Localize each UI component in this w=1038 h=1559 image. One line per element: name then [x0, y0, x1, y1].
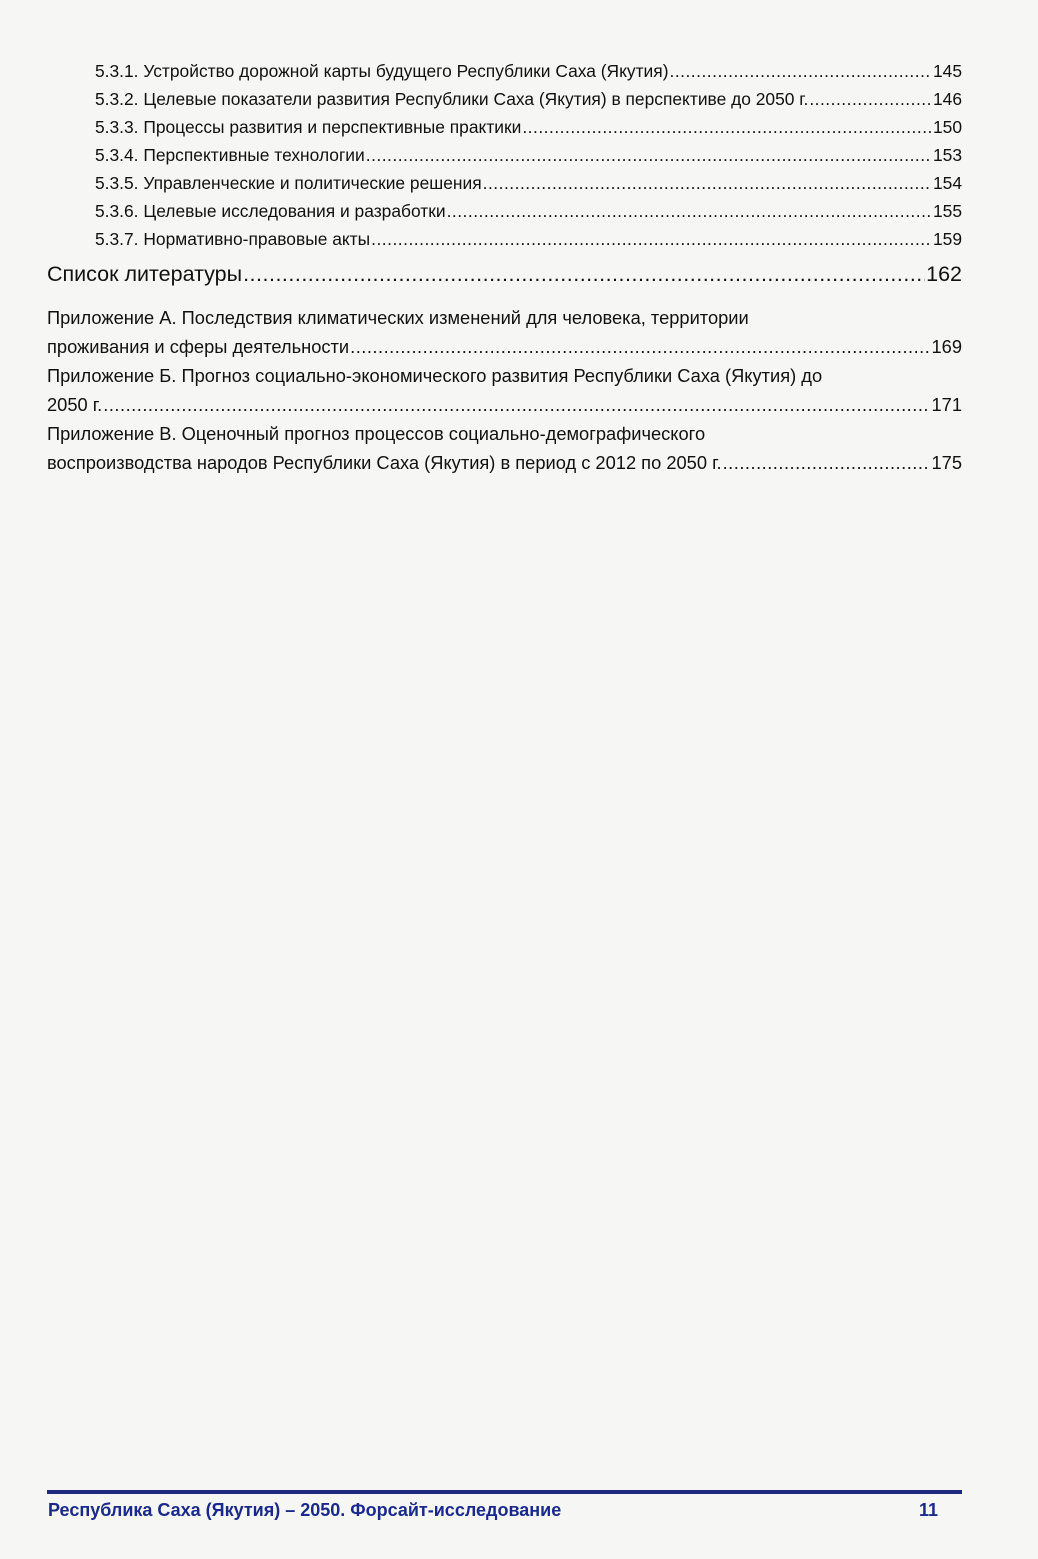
- dot-leader: [723, 448, 931, 477]
- toc-entry-page: 150: [932, 117, 962, 137]
- toc-entry-label: 5.3.2. Целевые показатели развития Республики Саха (Якутия) в перспективе до 2050 г.: [95, 89, 809, 109]
- toc-entry-label: 5.3.1. Устройство дорожной карты будущего Республики Саха (Якутия): [95, 61, 669, 81]
- toc-entry-page: 154: [932, 173, 962, 193]
- toc-entry-label: 5.3.5. Управленческие и политические решения: [95, 173, 482, 193]
- toc-entry-page: 155: [932, 201, 962, 221]
- toc-entry-label-line1: Приложение Б. Прогноз социально-экономического развития Республики Саха (Якутия) до: [47, 365, 823, 386]
- toc-entry-label: 5.3.7. Нормативно-правовые акты: [95, 229, 371, 249]
- toc-entry-page: 162: [926, 262, 962, 286]
- toc-entry-label-line1: Приложение А. Последствия климатических изменений для человека, территории: [47, 307, 749, 328]
- dot-leader: [371, 225, 932, 253]
- toc-entry-label: 5.3.4. Перспективные технологии: [95, 145, 365, 165]
- toc-entry-appendix-c[interactable]: [47, 419, 962, 477]
- toc-entry-page: 175: [931, 452, 962, 473]
- dot-leader: [669, 57, 932, 85]
- dot-leader: [483, 169, 932, 197]
- footer-page-number: 11: [918, 1500, 938, 1520]
- toc-entry-label-line2: 2050 г.: [47, 394, 103, 415]
- dot-leader: [350, 332, 930, 361]
- toc-entry-appendix-b[interactable]: [47, 361, 962, 419]
- footer-title: Республика Саха (Якутия) – 2050. Форсайт-исследование: [48, 1500, 562, 1520]
- toc-entry-5-3-1[interactable]: [47, 57, 962, 85]
- toc-entry-page: 145: [932, 61, 962, 81]
- table-of-contents: [47, 57, 962, 477]
- toc-entry-page: 146: [932, 89, 962, 109]
- toc-entry-5-3-6[interactable]: [47, 197, 962, 225]
- toc-entry-page: 153: [932, 145, 962, 165]
- toc-entry-label: 5.3.6. Целевые исследования и разработки: [95, 201, 446, 221]
- footer-rule: [47, 1490, 962, 1494]
- toc-entry-label-line2: воспроизводства народов Республики Саха (Якутия) в период с 2012 по 2050 г.: [47, 452, 722, 473]
- toc-entry-5-3-3[interactable]: [47, 113, 962, 141]
- toc-entry-5-3-5[interactable]: [47, 169, 962, 197]
- toc-entry-page: 171: [931, 394, 962, 415]
- toc-entry-page: 169: [931, 336, 962, 357]
- dot-leader: [522, 113, 932, 141]
- toc-entry-label: Список литературы: [47, 262, 243, 286]
- toc-entry-5-3-2[interactable]: [47, 85, 962, 113]
- toc-entry-5-3-7[interactable]: [47, 225, 962, 253]
- dot-leader: [447, 197, 932, 225]
- toc-entry-bibliography[interactable]: [47, 259, 962, 289]
- toc-entry-page: 159: [932, 229, 962, 249]
- dot-leader: [366, 141, 932, 169]
- toc-entry-label-line2: проживания и сферы деятельности: [47, 336, 350, 357]
- dot-leader: [809, 85, 932, 113]
- dot-leader: [103, 390, 930, 419]
- toc-entry-appendix-a[interactable]: [47, 303, 962, 361]
- toc-entry-5-3-4[interactable]: [47, 141, 962, 169]
- toc-entry-label-line1: Приложение В. Оценочный прогноз процессов социально-демографического: [47, 423, 706, 444]
- dot-leader: [243, 259, 925, 289]
- toc-entry-label: 5.3.3. Процессы развития и перспективные практики: [95, 117, 522, 137]
